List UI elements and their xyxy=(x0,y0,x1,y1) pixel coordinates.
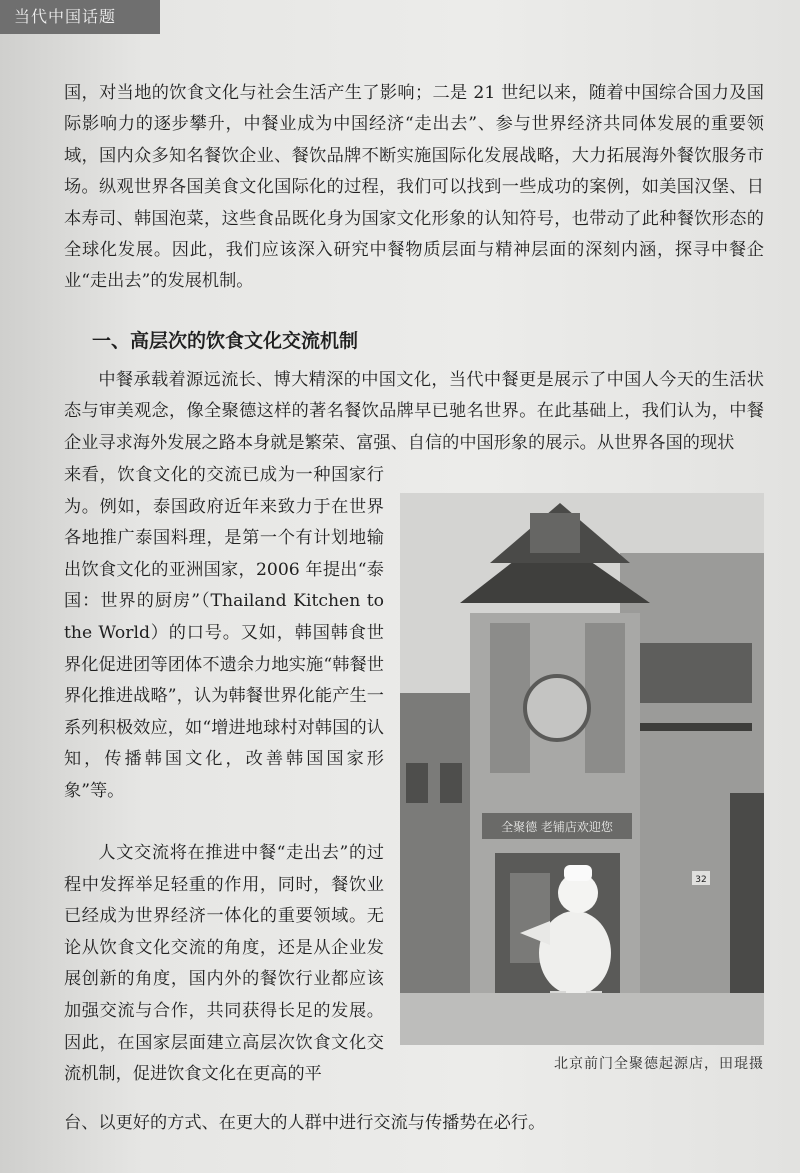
paragraph-exchange: 人文交流将在推进中餐“走出去”的过程中发挥举足轻重的作用，同时，餐饮业已经成为世界经济一体化的重要领域。无论从饮食文化交流的角度，还是从企业发展创新的角度，国内外的餐饮行业都应该加强交流与合作，共同获得长足的发展。因此，在国家层面建立高层次饮食文化交流机制，促进饮食文化在更高的平 xyxy=(64,843,384,1085)
paragraph-exchange-end: 台、以更好的方式、在更大的人群中进行交流与传播势在必行。 xyxy=(64,1113,546,1133)
photo-caption: 北京前门全聚德起源店，田琨摄 xyxy=(554,1056,764,1072)
storefront-photo xyxy=(400,493,764,1045)
paragraph-intro: 国，对当地的饮食文化与社会生活产生了影响；二是 21 世纪以来，随着中国综合国力及国际影响力的逐步攀升，中餐业成为中国经济“走出去”、参与世界经济共同体发展的重要领域，国内众多知名餐饮企业、餐饮品牌不断实施国际化发展战略，大力拓展海外餐饮服务市场。纵观世界各国美食文化国际化的过程，我们可以找到一些成功的案例，如美国汉堡、日本寿司、韩国泡菜，这些食品既化身为国家文化形象的认知符号，也带动了此种餐饮形态的全球化发展。因此，我们应该深入研究中餐物质层面与精神层面的深刻内涵，探寻中餐企业“走出去”的发展机制。 xyxy=(64,83,764,292)
storefront-illustration xyxy=(400,493,764,1045)
shop-sign-text: 全聚德 老铺店欢迎您 xyxy=(501,820,613,834)
paragraph-main-continued: 来看，饮食文化的交流已成为一种国家行为。例如，泰国政府近年来致力于在世界各地推广泰国料理，是第一个有计划地输出饮食文化的亚洲国家，2006 年提出“泰国：世界的厨房”（Thailand Kitchen to the World）的口号。又如，韩国韩食世界化促进团等团体不遗余力地实施“韩餐世界化推进战略”，认为韩餐世界化能产生一系列积极效应，如“增进地球村对韩国的认知，传播韩国文化，改善韩国国家形象”等。 xyxy=(64,465,384,801)
paragraph-main: 中餐承载着源远流长、博大精深的中国文化，当代中餐更是展示了中国人今天的生活状态与审美观念，像全聚德这样的著名餐饮品牌早已驰名世界。在此基础上，我们认为，中餐企业寻求海外发展之路本身就是繁荣、富强、自信的中国形象的展示。从世界各国的现状 xyxy=(64,370,764,453)
door-number: 32 xyxy=(695,875,707,885)
section-header-tab: 当代中国话题 xyxy=(0,0,160,34)
section-heading: 一、高层次的饮食文化交流机制 xyxy=(92,330,359,352)
